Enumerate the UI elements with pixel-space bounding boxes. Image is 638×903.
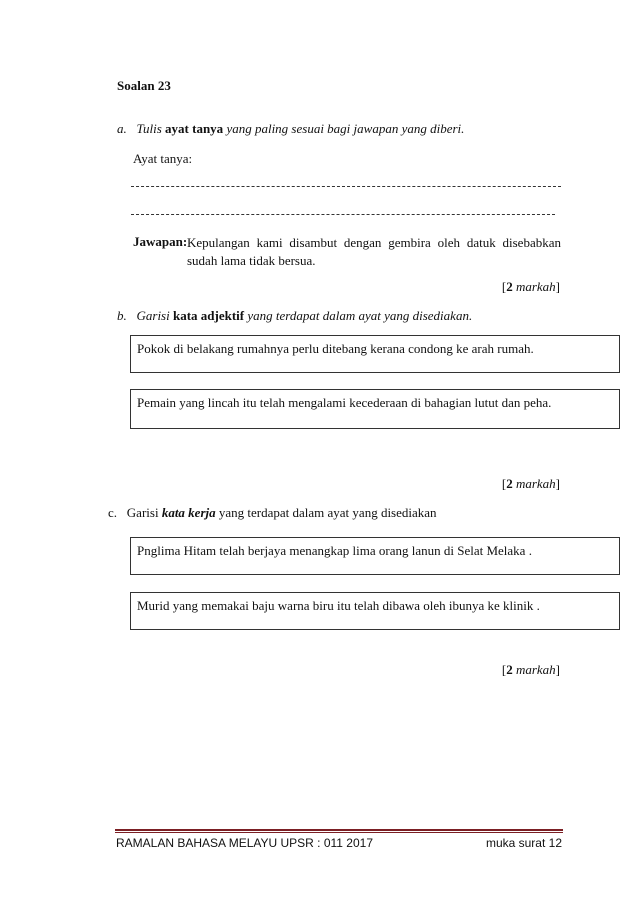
part-a-instr-bold: ayat tanya xyxy=(165,121,224,136)
question-title: Soalan 23 xyxy=(117,78,171,93)
footer-divider xyxy=(115,829,563,831)
markah-open: [ xyxy=(501,662,507,677)
part-b-instr-post: yang terdapat dalam ayat yang disediakan. xyxy=(244,308,473,323)
part-c-sentence-box-2[interactable] xyxy=(130,592,620,630)
part-a-markah xyxy=(502,279,560,295)
part-c-instr-post: yang terdapat dalam ayat yang disediakan xyxy=(215,505,437,520)
markah-close: ] xyxy=(555,279,560,294)
markah-num: 2 xyxy=(506,279,513,294)
part-b-instr-bold: kata adjektif xyxy=(172,308,245,323)
part-b-sentence-1: Pokok di belakang rumahnya perlu ditebang kerana condong ke arah rumah. xyxy=(137,341,534,356)
part-b-sentence-box-2[interactable] xyxy=(130,389,620,429)
answer-line-1[interactable] xyxy=(131,186,561,187)
part-a-instr-pre: Tulis xyxy=(136,121,166,136)
jawapan-label: Jawapan: xyxy=(133,234,188,249)
markah-close: ] xyxy=(555,662,560,677)
footer-page-number: muka surat 12 xyxy=(485,836,562,850)
markah-word: markah xyxy=(515,662,556,677)
part-b-instr-pre: Garisi xyxy=(136,308,173,323)
part-c-sentence-2: Murid yang memakai baju warna biru itu telah dibawa oleh ibunya ke klinik . xyxy=(137,598,540,613)
part-c-sentence-box-1[interactable] xyxy=(130,537,620,575)
part-b-sentence-box-1[interactable] xyxy=(130,335,620,373)
markah-word: markah xyxy=(515,279,556,294)
markah-num: 2 xyxy=(506,662,513,677)
part-c-instr-bold: kata kerja xyxy=(161,505,216,520)
footer-divider-thin xyxy=(115,832,563,833)
part-c-sentence-1: Pnglima Hitam telah berjaya menangkap lima orang lanun di Selat Melaka . xyxy=(137,543,532,558)
ayat-tanya-label: Ayat tanya: xyxy=(133,151,193,166)
part-b-letter: b. xyxy=(117,308,127,323)
jawapan-text: Kepulangan kami disambut dengan gembira oleh datuk disebabkan sudah lama tidak bersua. xyxy=(187,235,561,268)
markah-open: [ xyxy=(501,476,507,491)
markah-close: ] xyxy=(555,476,560,491)
part-a-instruction xyxy=(117,121,464,137)
part-a-instr-post: yang paling sesuai bagi jawapan yang diberi. xyxy=(223,121,465,136)
part-c-instr-pre: Garisi xyxy=(126,505,162,520)
part-b-markah xyxy=(502,476,560,492)
footer-left-text: RAMALAN BAHASA MELAYU UPSR : 011 2017 xyxy=(116,836,373,850)
part-b-sentence-2: Pemain yang lincah itu telah mengalami kecederaan di bahagian lutut dan peha. xyxy=(137,395,552,410)
part-c-markah xyxy=(502,662,560,678)
part-c-instruction xyxy=(108,505,437,521)
part-b-instruction xyxy=(117,308,472,324)
answer-line-2[interactable] xyxy=(131,214,555,215)
markah-num: 2 xyxy=(506,476,513,491)
part-a-letter: a. xyxy=(117,121,127,136)
markah-word: markah xyxy=(515,476,556,491)
part-c-letter: c. xyxy=(108,505,118,520)
markah-open: [ xyxy=(501,279,507,294)
